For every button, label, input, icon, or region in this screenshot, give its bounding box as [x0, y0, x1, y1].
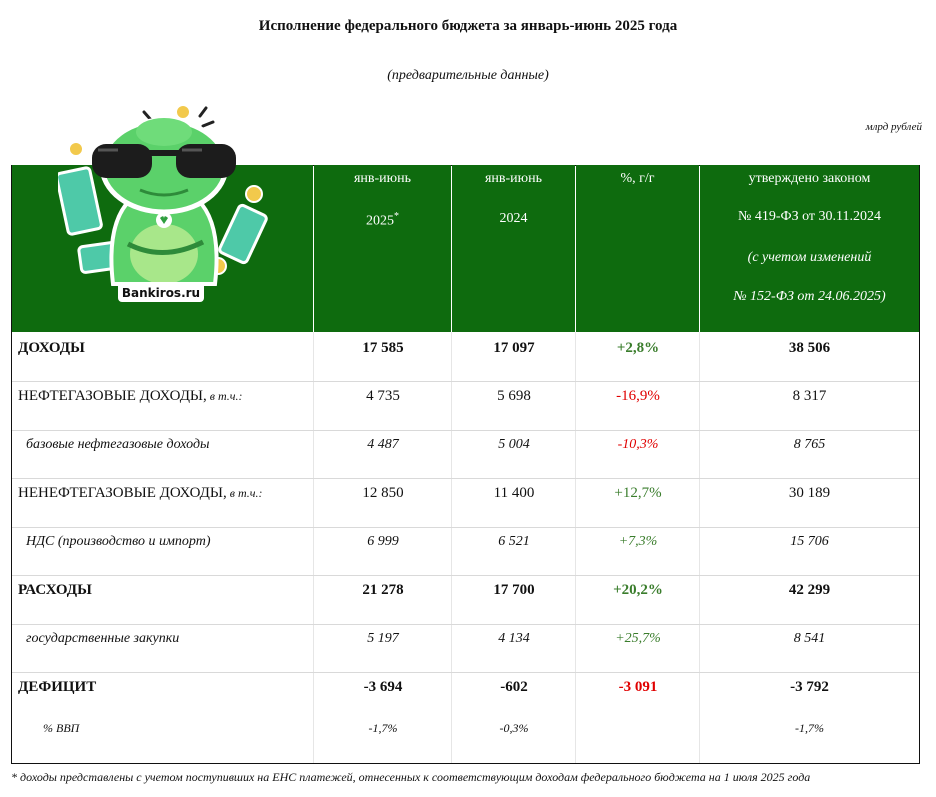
value-yoy: +25,7% [615, 631, 661, 646]
value-law: 30 189 [788, 484, 831, 501]
row-label: ДЕФИЦИТ [18, 678, 97, 695]
header-2024-year: 2024 [499, 211, 528, 226]
value-law: -3 792 [790, 678, 829, 695]
value-law: 42 299 [788, 581, 831, 598]
value-2024: 11 400 [493, 484, 535, 501]
row-label: государственные закупки [26, 631, 180, 646]
table-row-vat [12, 518, 919, 566]
value-yoy [576, 704, 700, 752]
row-label [18, 469, 313, 517]
value-yoy: +2,8% [616, 339, 660, 356]
value-yoy: +12,7% [614, 484, 662, 501]
value-2024: -602 [500, 678, 528, 695]
header-footnote-mark: * [394, 211, 399, 222]
row-label: НДС (производство и импорт) [26, 534, 211, 549]
value-law: 8 541 [793, 631, 826, 646]
row-label [18, 372, 313, 420]
value-2025: 4 735 [366, 387, 400, 404]
bankiros-logo-text: Bankiros.ru [121, 286, 201, 300]
value-yoy: -10,3% [617, 437, 659, 452]
header-law-line3: (с учетом изменений [747, 250, 872, 265]
header-cell-2025 [314, 165, 451, 332]
value-yoy: +20,2% [613, 581, 663, 598]
value-2024: -0,3% [499, 720, 529, 735]
row-label-main: НЕФТЕГАЗОВЫЕ ДОХОДЫ, [18, 387, 207, 404]
value-2025: 21 278 [362, 581, 404, 598]
value-2025: 17 585 [362, 339, 404, 356]
row-label-suffix: в т.ч.: [226, 485, 263, 500]
header-2025-year: 2025 [366, 213, 394, 229]
row-label: РАСХОДЫ [18, 581, 92, 598]
page-title: Исполнение федерального бюджета за январь-июнь 2025 года [258, 18, 678, 34]
bankiros-mascot-logo [58, 104, 278, 304]
header-cell-yoy [576, 165, 699, 332]
row-label-suffix: в т.ч.: [206, 388, 243, 403]
header-law-line1: утверждено законом [748, 171, 871, 186]
value-yoy: -16,9% [616, 387, 660, 404]
table-row-non-oil-gas [12, 469, 919, 517]
header-cell-law [700, 165, 919, 332]
header-law-line2: № 419-ФЗ от 30.11.2024 [737, 209, 881, 224]
value-law: 15 706 [790, 534, 829, 549]
header-2025-period: янв-июнь [353, 171, 412, 186]
table-row-oil-gas [12, 372, 919, 420]
value-2024: 17 097 [493, 339, 535, 356]
value-2025: 5 197 [367, 631, 399, 646]
value-2025: -3 694 [363, 678, 403, 695]
value-2025: -1,7% [368, 720, 398, 735]
value-2024: 4 134 [498, 631, 530, 646]
header-cell-2024 [452, 165, 575, 332]
table-row-gdp-share [12, 704, 919, 752]
value-2025: 6 999 [367, 534, 399, 549]
value-law: 38 506 [788, 339, 831, 356]
units-label: млрд рублей [865, 121, 922, 133]
value-law: 8 765 [793, 437, 826, 452]
value-2024: 17 700 [493, 581, 535, 598]
table-row-base-oil-gas [12, 421, 919, 469]
row-label-main: НЕНЕФТЕГАЗОВЫЕ ДОХОДЫ, [18, 484, 227, 501]
header-2024-period: янв-июнь [484, 171, 543, 186]
value-2024: 6 521 [498, 534, 530, 549]
row-label: % ВВП [43, 720, 80, 735]
row-label: базовые нефтегазовые доходы [26, 437, 210, 452]
value-law: 8 317 [792, 387, 827, 404]
page-subtitle: (предварительные данные) [387, 68, 549, 83]
table-row-revenue [12, 324, 919, 372]
value-2025: 4 487 [367, 437, 399, 452]
row-label: ДОХОДЫ [18, 339, 85, 356]
value-yoy: +7,3% [618, 534, 658, 549]
table-row-procurement [12, 615, 919, 663]
header-law-line4: № 152-ФЗ от 24.06.2025) [733, 289, 886, 304]
value-law: -1,7% [795, 720, 824, 735]
value-yoy: -3 091 [618, 678, 658, 695]
value-2025: 12 850 [362, 484, 404, 501]
value-2024: 5 698 [497, 387, 531, 404]
value-2024: 5 004 [498, 437, 530, 452]
header-yoy: %, г/г [620, 171, 655, 186]
table-row-expenses [12, 566, 919, 614]
footnote: * доходы представлены с учетом поступивших на ЕНС платежей, отнесенных к соответствующим доходам федерального бюджета на 1 июля 2025 года [11, 770, 811, 784]
